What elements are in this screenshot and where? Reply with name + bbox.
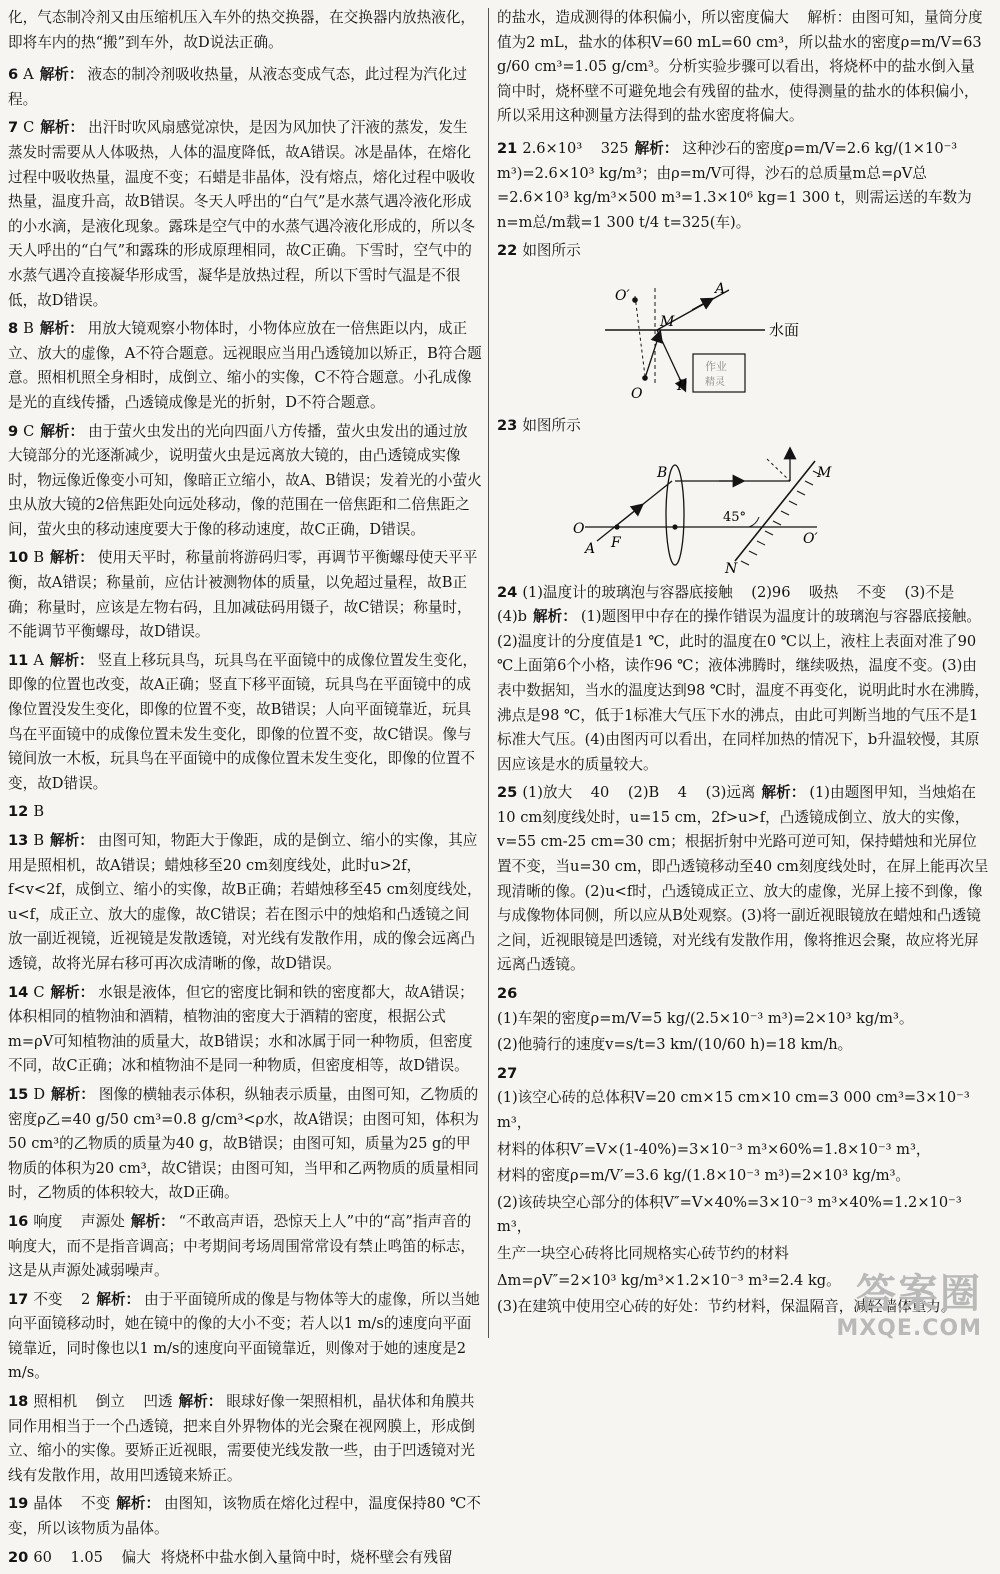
answer-key: B [33,549,45,567]
solution-line: (3)在建筑中使用空心砖的好处：节约材料，保温隔音，减轻墙体重力。 [497,1298,956,1316]
analysis-text: (1)由题图甲知，当烛焰在10 cm刻度线处时，u=15 cm，2f>u>f，凸透镜成倒立、放大的实像，v=55 cm-25 cm=30 cm；根据折射中光路可逆可知，保持蜡烛和光屏位置不变，当u=30 cm，即凸透镜移动至40 cm刻度线处时，在屏上能再次呈现清晰的像。(2)u<f时，凸透镜成正立、放大的虚像，光屏上接不到像，像与成像物体同侧，所以应从B处观察。(3)将一副近视眼镜放在蜡烛和凸透镜之间，近视眼镜是凹透镜，对光线有发散作用，像将推迟会聚，故应将光屏远离凸透镜。 [497,784,989,974]
answer-14 [8,981,482,1079]
answer-7 [8,116,482,313]
answer-21 [497,137,989,235]
point-o-prime [632,297,638,303]
analysis-label: 解析： [50,549,94,567]
answer-key: C [33,983,45,1001]
label-a: A [715,280,726,297]
solution-line: Δm=ρV″=2×10³ kg/m³×1.2×10⁻³ m³=2.4 kg。 [497,1271,841,1289]
analysis-text: 眼球好像一架照相机，晶状体和角膜共同作用相当于一个凸透镜，把来自外界物体的光会聚在视网膜上，形成倒立、缩小的实像。要矫正近视眼，需要使光线发散一些，由于凹透镜对光线有发散作用，故用凹透镜来矫正。 [8,1393,476,1484]
label-o: O [631,385,643,402]
analysis-text: 由于萤火虫发出的光向四面八方传播，萤火虫发出的通过放大镜部分的光逐渐减少，说明萤火虫是远离放大镜的，由凸透镜成实像时，物远像近像变小可知，像暗正立缩小，故A、B错误；发着光的小萤火虫从放大镜的2倍焦距处向远处移动，像的范围在一倍焦距和二倍焦距之间，萤火虫的移动速度要大于像的移动速度，故C正确，D错误。 [8,422,482,538]
incident-ray [645,332,660,378]
label-n: N [725,560,738,575]
answer-key: C [23,422,35,440]
water-surface-label: 水面 [769,320,800,339]
analysis-label: 解析： [39,66,84,84]
analysis-label: 解析： [96,1290,141,1308]
analysis-label: 解析： [130,1212,175,1230]
analysis-text: 将烧杯中盐水倒入量筒中时，烧杯壁会有残留 [160,1548,453,1566]
answer-15 [8,1083,482,1206]
answer-23 [497,414,989,439]
answer-13 [8,829,482,977]
question-number: 16 [8,1212,29,1230]
answer-18 [8,1390,482,1488]
question-number: 24 [497,583,518,601]
reflected-arrow [692,299,712,310]
answer-16 [8,1210,482,1284]
analysis-text: 出汗时吹风扇感觉凉快，是因为风加快了汗液的蒸发，发生蒸发时需要从人体吸热，人体的温度降低，故A错误。冰是晶体，在熔化过程中吸收热量，温度不变；石蜡是非晶体，没有熔点，熔化过程中吸收热量，温度升高，故B错误。冬天人呼出的“白气”是水蒸气遇冷液化形成的小水滴，是液化现象。露珠是空气中的水蒸气遇冷液化形成的，所以冬天人呼出的“白气”和露珠的形成原理相同，故C正确。下雪时，空气中的水蒸气遇冷直接凝华形成雪，凝华是放热过程，所以下雪时气温是不很低，故D错误。 [8,119,476,309]
answer-12 [8,800,482,825]
analysis-text: 由图知，该物质在熔化过程中，温度保持80 ℃不变，所以该物质为晶体。 [8,1495,481,1538]
answer-key: (1)温度计的玻璃泡与容器底接触 (2)96 吸热 不变 (3)不是 (4)b [497,583,973,626]
right-column [497,6,989,1324]
question-number: 8 [8,320,19,338]
label-p: P [677,377,687,394]
analysis-text: 液态的制冷剂吸收热量，从液态变成气态，此过程为汽化过程。 [8,66,467,108]
label-m: M [660,313,675,330]
answer-key: 如图所示 [522,242,581,260]
answer-key: C [23,119,35,137]
analysis-text: (1)题图甲中存在的操作错误为温度计的玻璃泡与容器底接触。(2)温度计的分度值是1 ℃，此时的温度在0 ℃以上，液柱上表面对准了90 ℃上面第6个小格，读作96 ℃；液体沸腾时，继续吸热，温度不变。(3)由表中数据知，当水的温度达到98 ℃时，温度不再变化，说明此时水在沸腾，沸点是98 ℃，低于1标准大气压下水的沸点，由此可判断当地的气压不是1标准大气压。(4)由图丙可以看出，在同样加热的情况下，b升温较慢，其原因应该是水的质量较大。 [497,608,989,773]
site-watermark [836,1271,982,1341]
analysis-text: 图像的横轴表示体积，纵轴表示质量，由图可知，乙物质的密度ρ乙=40 g/50 cm³=0.8 g/cm³<ρ水，故A错误；由图可知，体积为50 cm³的乙物质的质量为40 g，故B错误；由图可知，质量为25 g的甲物质的体积为20 cm³，故C错误；由图可知，当甲和乙两物质的质量相同时，乙物质的体积较大，故D正确。 [8,1085,479,1202]
question-number: 27 [497,1064,518,1082]
left-column [8,6,482,1574]
point-lens-center [672,524,677,529]
analysis-label: 解析： [40,422,85,440]
answer-key: D [33,1085,46,1103]
question-number: 19 [8,1495,29,1513]
stamp-text-line2: 精灵 [705,376,725,388]
question-number: 11 [8,651,29,669]
answer-key: B [33,803,45,821]
answer-key: 响度 声源处 [33,1212,125,1230]
answer-17 [8,1288,482,1386]
stamp-text-line1: 作业 [705,359,727,373]
solution-line: (1)车架的密度ρ=m/V=5 kg/(2.5×10⁻³ m³)=2×10³ kg/m³。 [497,1009,914,1027]
answer-list [8,63,482,1570]
analysis-label: 解析： [51,1085,95,1103]
question-number: 6 [8,66,19,84]
answer-24 [497,581,989,778]
label-o-prime: O′ [615,287,630,304]
analysis-text: 由于平面镜所成的像是与物体等大的虚像，所以当她向平面镜移动时，她在镜中的像的大小不变；若人以1 m/s的速度向平面镜靠近，同时像也以1 m/s的速度向平面镜靠近，则像对于她的速度是2 m/s。 [8,1290,480,1382]
analysis-text: 用放大镜观察小物体时，小物体应放在一倍焦距以内，成正立、放大的虚像，A不符合题意。远视眼应当用凸透镜加以矫正，B符合题意。照相机照全身相时，成倒立、缩小的实像，C不符合题意。小孔成像是光的直线传播，凸透镜成像是光的折射，D不符合题意。 [8,320,482,411]
answer-key: 2.6×10³ 325 [522,139,629,157]
solution-line: (2)该砖块空心部分的体积V″=V×40%=3×10⁻³ m³×40%=1.2×10⁻³ m³， [497,1193,967,1236]
question-number: 26 [497,985,518,1003]
answer-9 [8,420,482,543]
question-number: 15 [8,1085,29,1103]
answer-11 [8,649,482,797]
answer-key: 照相机 倒立 凹透 [33,1393,173,1411]
question-number: 21 [497,139,518,157]
answer-20 [8,1546,482,1571]
mirror-normal [767,459,790,481]
label-b: B [657,464,668,481]
continuation-text: 的盐水，造成测得的体积偏小，所以密度偏大 解析：由图可知，量筒分度值为2 mL，盐水的体积V=60 mL=60 cm³，所以盐水的密度ρ=m/V=63 g/60 cm³=1.05 g/cm³。分析实验步骤可以看出，将烧杯中的盐水倒入量筒中时，烧杯壁不可避免地会有残留的盐水，使得测量的盐水的体积偏小，所以采用这种测量方法得到的盐水密度将偏大。 [497,9,987,125]
analysis-text: 由图可知，物距大于像距，成的是倒立、缩小的实像，其应用是照相机，故A错误；蜡烛移至20 cm刻度线处，此时u>2f，f<v<2f，成倒立、缩小的实像，故B正确；若蜡烛移至45 cm刻度线处，u<f，成正立、放大的虚像，故C错误；若在图示中的烛焰和凸透镜之间放一副近视镜，近视镜是发散透镜，对光线有发散作用，成的像会远离凸透镜，故将光屏右移可再次成清晰的像，故D错误。 [8,832,482,972]
analysis-label: 解析： [50,983,95,1001]
analysis-text: 竖直上移玩具鸟，玩具鸟在平面镜中的成像位置发生变化，即像的位置也改变，故A正确；竖直下移平面镜，玩具鸟在平面镜中的成像位置没发生变化，即像的位置不变，故B错误；人向平面镜靠近，玩具鸟在平面镜中的成像位置未发生变化，即像的位置不变，故C错误。像与镜间放一木板，玩具鸟在平面镜中的成像位置未发生变化，即像的位置不变，故D错误。 [8,651,478,792]
question-number: 18 [8,1393,29,1411]
label-a: A [585,540,596,557]
question-number: 23 [497,416,518,434]
analysis-text: 这种沙石的密度ρ=m/V=2.6 kg/(1×10⁻³ m³)=2.6×10³ kg/m³；由ρ=m/V可得，沙石的总质量m总=ρV总=2.6×10³ kg/m³×500 m³=1.3×10⁶ kg=1 300 t，则需运送的车数为n=m总/m载=1 300 t/4 t=325(车)。 [497,139,972,231]
answer-8 [8,317,482,415]
solution-line: 生产一块空心砖将比同规格实心砖节约的材料 [497,1244,789,1262]
label-o-prime: O′ [803,530,818,547]
analysis-label: 解析： [533,608,577,626]
lens-mirror-diagram [497,443,989,575]
label-angle: 45° [723,509,747,525]
refraction-diagram [497,268,989,408]
convex-lens [666,465,684,565]
solution-line: (2)他骑行的速度v=s/t=3 km/(10/60 h)=18 km/h。 [497,1036,853,1054]
angle-arc [749,517,759,527]
question-number: 7 [8,119,19,137]
answer-key: B [23,320,34,338]
answer-key: 如图所示 [522,416,581,434]
answer-25 [497,781,989,978]
answer-key: A [23,66,34,84]
solution-line: 材料的密度ρ=m/V′=3.6 kg/(1.8×10⁻³ m³)=2×10³ kg/m³。 [497,1167,911,1185]
column-divider [488,8,489,1338]
watermark-logo: 答案圈 [856,1271,982,1317]
label-o: O [573,520,585,537]
answer-key: 晶体 不变 [33,1495,111,1513]
analysis-text: 使用天平时，称量前将游码归零，再调节平衡螺母使天平平衡，故A错误；称量前，应估计被测物体的质量，以免超过量程，故B正确；称量时，应该是左物右码，且加减砝码用镊子，故C错误；称量时，不能调节平衡螺母，故D错误。 [8,549,478,641]
answer-key: B [33,832,45,849]
analysis-label: 解析： [634,139,679,157]
answer-22 [497,239,989,264]
question-number: 20 [8,1548,29,1566]
question-number: 17 [8,1290,29,1308]
label-f: F [611,534,621,551]
answer-19 [8,1492,482,1541]
analysis-label: 解析： [39,320,84,338]
analysis-label: 解析： [178,1393,223,1411]
label-m: M [817,464,832,481]
answer-key: 60 1.05 偏大 [33,1548,151,1566]
point-f [614,524,619,529]
question-number: 12 [8,803,29,821]
question-number: 13 [8,832,29,849]
analysis-label: 解析： [116,1495,161,1513]
analysis-label: 解析： [49,651,94,669]
question-number: 14 [8,983,29,1001]
analysis-label: 解析： [50,832,94,849]
answer-key: A [33,651,44,669]
question-number: 9 [8,422,19,440]
question-number: 22 [497,242,518,260]
answer-key: 不变 2 [33,1290,91,1308]
analysis-text: “不敢高声语，恐惊天上人”中的“高”指声音的响度大，而不是指音调高；中考期间考场周围常常设有禁止鸣笛的标志，这是从声源处减弱噪声。 [8,1212,476,1280]
ray-arrow [617,505,642,525]
watermark-url: MXQE.COM [836,1316,982,1341]
answer-26 [497,982,989,1058]
solution-line: 材料的体积V′=V×(1-40%)=3×10⁻³ m³×60%=1.8×10⁻³ m³， [497,1140,931,1158]
answer-key: (1)放大 40 (2)B 4 (3)远离 [522,784,756,802]
analysis-label: 解析： [40,119,85,137]
point-o [642,375,648,381]
construction-line [635,296,645,376]
analysis-label: 解析： [761,784,806,802]
solution-line: (1)该空心砖的总体积V=20 cm×15 cm×10 cm=3 000 cm³=3×10⁻³ m³， [497,1089,975,1131]
answer-6 [8,63,482,112]
analysis-text: 水银是液体，但它的密度比铜和铁的密度都大，故A错误；体积相同的植物油和酒精，植物油的密度大于酒精的密度，根据公式m=ρV可知植物油的质量大，故B错误；水和冰属于同一种物质，但密度不同，故C正确；冰和植物油不是同一种物质，但密度相等，故D错误。 [8,983,474,1075]
continuation-text: 化，气态制冷剂又由压缩机压入车外的热交换器，在交换器内放热液化，即将车内的热“搬”到车外，故D说法正确。 [8,9,476,51]
answer-10 [8,546,482,644]
mirror-hatching [741,471,821,565]
question-number: 10 [8,549,29,567]
question-number: 25 [497,784,518,802]
